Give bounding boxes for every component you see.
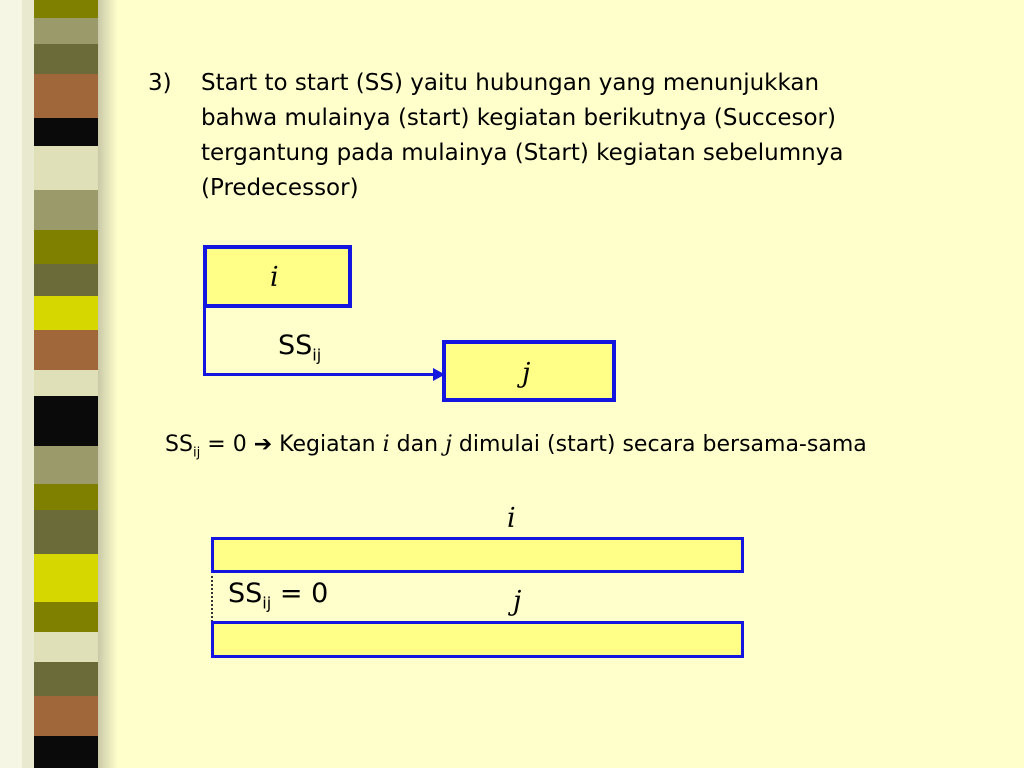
decorative-stripes <box>34 0 98 768</box>
activity-i-label: i <box>270 262 279 293</box>
connector-vertical <box>203 306 206 376</box>
paragraph-line: bahwa mulainya (start) kegiatan berikutnya (Succesor) <box>201 105 836 131</box>
dotted-start-line <box>211 576 213 622</box>
description-paragraph <box>201 66 941 206</box>
activity-i-bar <box>211 537 744 573</box>
ss-zero-label: $SS_{ij} = 0$ <box>228 578 329 613</box>
activity-j-bar <box>211 621 744 658</box>
paragraph-line: (Predecessor) <box>201 175 359 201</box>
activity-j-label: j <box>522 358 531 389</box>
ss-formula: $SS_{ij} = 0$ ➔ Kegiatan i dan j dimulai (start) secara bersama-sama <box>165 432 867 461</box>
bar-i-label: i <box>507 503 516 534</box>
item-number: 3) <box>148 70 172 96</box>
decorative-side-bar <box>0 0 118 768</box>
ss-label: $SS_{ij}$ <box>278 330 322 365</box>
bar-shadow <box>98 0 118 768</box>
arrow-right-icon: ➔ <box>253 432 273 457</box>
bar-j-label: j <box>513 586 522 617</box>
paragraph-line: tergantung pada mulainya (Start) kegiatan sebelumnya <box>201 140 844 166</box>
paragraph-line: Start to start (SS) yaitu hubungan yang menunjukkan <box>201 70 820 96</box>
connector-horizontal <box>203 373 435 376</box>
